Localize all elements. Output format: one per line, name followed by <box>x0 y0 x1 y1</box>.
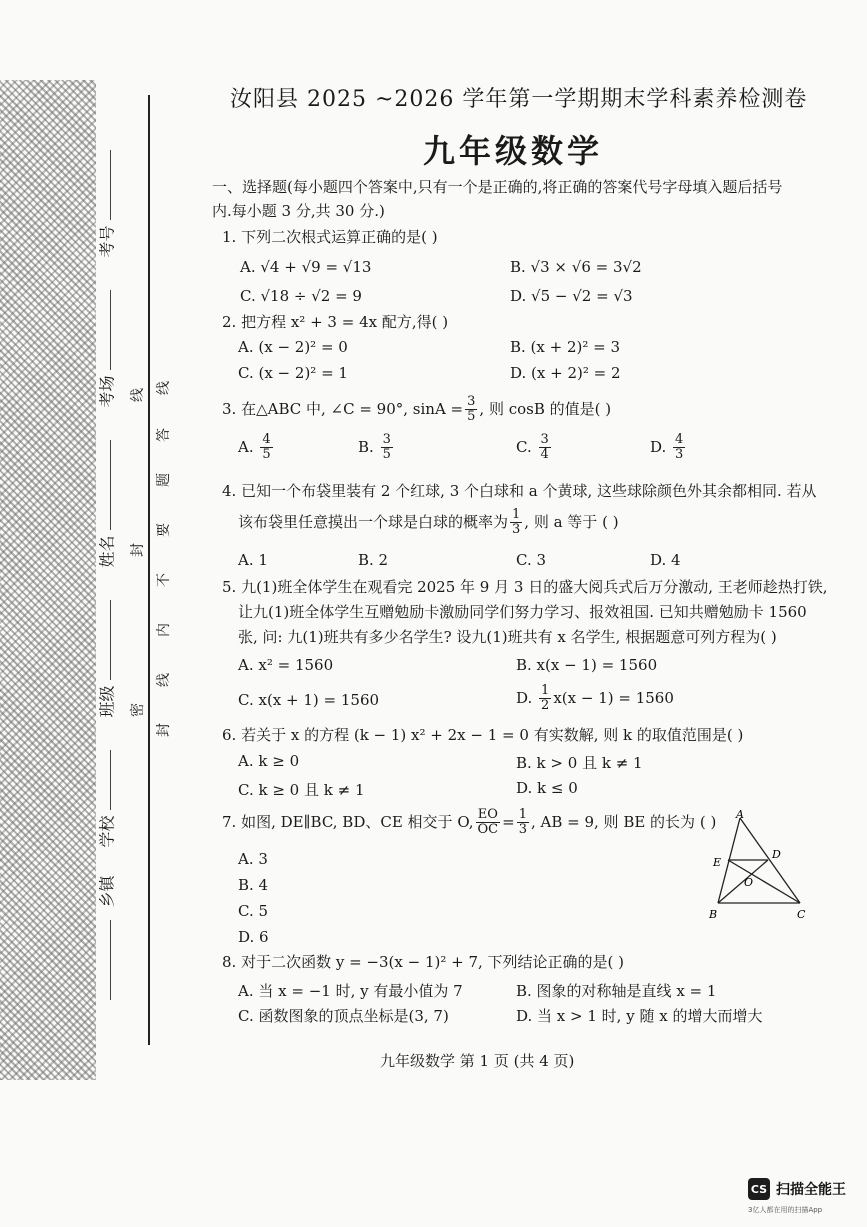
svg-text:E: E <box>713 856 722 869</box>
section-heading: 一、选择题(每小题四个答案中,只有一个是正确的,将正确的答案代号字母填入题后括号 <box>212 178 783 196</box>
q2-option-c: C. (x − 2)² = 1 <box>238 364 348 382</box>
q5-option-d: D. $\frac{1}{2}$ x(x − 1) = 1560 <box>516 683 674 714</box>
question-5-line3: 张, 问: 九(1)班共有多少名学生? 设九(1)班共有 x 名学生, 根据题意可列方程为( ) <box>238 628 777 646</box>
field-name: 姓名 <box>97 535 117 568</box>
camscanner-logo-icon: CS <box>748 1178 770 1200</box>
seal-char: 不 <box>156 573 172 587</box>
q4-option-c: C. 3 <box>516 551 547 569</box>
q4-option-d: D. 4 <box>650 551 681 569</box>
q5-option-c: C. x(x + 1) = 1560 <box>238 691 380 709</box>
field-town: 乡镇 <box>97 875 117 908</box>
q2-option-a: A. (x − 2)² = 0 <box>238 338 348 356</box>
seal-char: 题 <box>156 473 172 487</box>
seal-char: 要 <box>156 523 172 537</box>
seal-char: 内 <box>156 623 172 637</box>
question-2-stem: 2. 把方程 x² + 3 = 4x 配方,得( ) <box>222 313 449 331</box>
question-6-stem: 6. 若关于 x 的方程 (k − 1) x² + 2x − 1 = 0 有实数解, 则 k 的取值范围是( ) <box>222 726 744 744</box>
question-5-line2: 让九(1)班全体学生互赠勉励卡激励同学们努力学习、报效祖国. 已知共赠勉励卡 1560 <box>238 603 807 621</box>
seal-char-outer: 密 <box>130 703 146 717</box>
triangle-figure <box>700 808 820 923</box>
seal-char-outer: 封 <box>130 543 146 557</box>
q1-option-c: C. √18 ÷ √2 = 9 <box>240 287 362 305</box>
question-3-stem: 3. 在△ABC 中, ∠C = 90°, sinA = $\frac{3}{5}$ , 则 cosB 的值是( ) <box>222 394 612 425</box>
q3-option-d: D. $\frac{4}{3}$ <box>650 432 684 463</box>
q4-option-a: A. 1 <box>238 551 268 569</box>
section-heading-cont: 内.每小题 3 分,共 30 分.) <box>212 202 385 220</box>
watermark-name: 扫描全能王 <box>776 1182 846 1198</box>
field-exam-room: 考场 <box>97 375 117 408</box>
q1-option-b: B. √3 × √6 = 3√2 <box>510 258 642 276</box>
q7-option-a: A. 3 <box>238 850 268 868</box>
q4-option-b: B. 2 <box>358 551 389 569</box>
q5-option-a: A. x² = 1560 <box>238 656 334 674</box>
q6-option-c: C. k ≥ 0 且 k ≠ 1 <box>238 781 365 799</box>
field-class: 班级 <box>97 685 117 718</box>
svg-text:O: O <box>744 876 754 889</box>
watermark-subtitle: 3亿人都在用的扫描App <box>748 1206 823 1214</box>
question-7-stem: 7. 如图, DE∥BC, BD、CE 相交于 O, $\frac{EO}{OC}$ = $\frac{1}{3}$ , AB = 9, 则 BE 的长为 ( ) <box>222 807 717 838</box>
field-exam-number: 考号 <box>97 225 117 258</box>
exam-title: 汝阳县 2025 ~2026 学年第一学期期末学科素养检测卷 <box>230 87 808 112</box>
q8-option-b: B. 图象的对称轴是直线 x = 1 <box>516 982 717 1000</box>
blank-class[interactable] <box>110 600 111 680</box>
seal-char: 答 <box>156 428 172 442</box>
question-5-line1: 5. 九(1)班全体学生在观看完 2025 年 9 月 3 日的盛大阅兵式后万分激动, 王老师趁热打铁, <box>222 578 828 596</box>
seal-char-outer: 线 <box>130 388 146 402</box>
question-8-stem: 8. 对于二次函数 y = −3(x − 1)² + 7, 下列结论正确的是( ) <box>222 953 625 971</box>
svg-text:B: B <box>709 908 718 921</box>
question-4-line1: 4. 已知一个布袋里装有 2 个红球, 3 个白球和 a 个黄球, 这些球除颜色外其余都相同. 若从 <box>222 482 817 500</box>
binding-pattern <box>0 80 96 1080</box>
seal-char: 线 <box>156 673 172 687</box>
q8-option-d: D. 当 x > 1 时, y 随 x 的增大而增大 <box>516 1007 763 1025</box>
field-school: 学校 <box>97 815 117 848</box>
blank-school[interactable] <box>110 750 111 810</box>
q7-option-b: B. 4 <box>238 876 269 894</box>
q1-option-d: D. √5 − √2 = √3 <box>510 287 633 305</box>
q7-option-c: C. 5 <box>238 902 269 920</box>
svg-text:D: D <box>772 848 781 861</box>
blank-exam-room[interactable] <box>110 290 111 370</box>
page-footer: 九年级数学 第 1 页 (共 4 页) <box>380 1052 575 1070</box>
q2-option-b: B. (x + 2)² = 3 <box>510 338 621 356</box>
q6-option-b: B. k > 0 且 k ≠ 1 <box>516 754 643 772</box>
question-4-line2: 该布袋里任意摸出一个球是白球的概率为 $\frac{1}{3}$ , 则 a 等于 ( ) <box>238 507 619 538</box>
blank-town[interactable] <box>110 920 111 1000</box>
binding-line <box>148 95 150 1045</box>
q8-option-a: A. 当 x = −1 时, y 有最小值为 7 <box>238 982 463 1000</box>
exam-subtitle: 九年级数学 <box>423 132 604 170</box>
q3-option-c: C. $\frac{3}{4}$ <box>516 432 549 463</box>
q1-option-a: A. √4 + √9 = √13 <box>240 258 372 276</box>
q3-option-b: B. $\frac{3}{5}$ <box>358 432 391 463</box>
q7-option-d: D. 6 <box>238 928 269 946</box>
seal-char: 线 <box>156 381 172 395</box>
question-1-stem: 1. 下列二次根式运算正确的是( ) <box>222 228 438 246</box>
blank-name[interactable] <box>110 440 111 530</box>
seal-char: 封 <box>156 723 172 737</box>
q2-option-d: D. (x + 2)² = 2 <box>510 364 621 382</box>
q6-option-d: D. k ≤ 0 <box>516 779 578 797</box>
svg-text:C: C <box>797 908 806 921</box>
scanner-watermark <box>748 1178 846 1200</box>
q5-option-b: B. x(x − 1) = 1560 <box>516 656 658 674</box>
blank-exam-number[interactable] <box>110 150 111 220</box>
q3-option-a: A. $\frac{4}{5}$ <box>238 432 271 463</box>
svg-text:A: A <box>736 808 744 821</box>
q8-option-c: C. 函数图象的顶点坐标是(3, 7) <box>238 1007 449 1025</box>
q6-option-a: A. k ≥ 0 <box>238 752 300 770</box>
